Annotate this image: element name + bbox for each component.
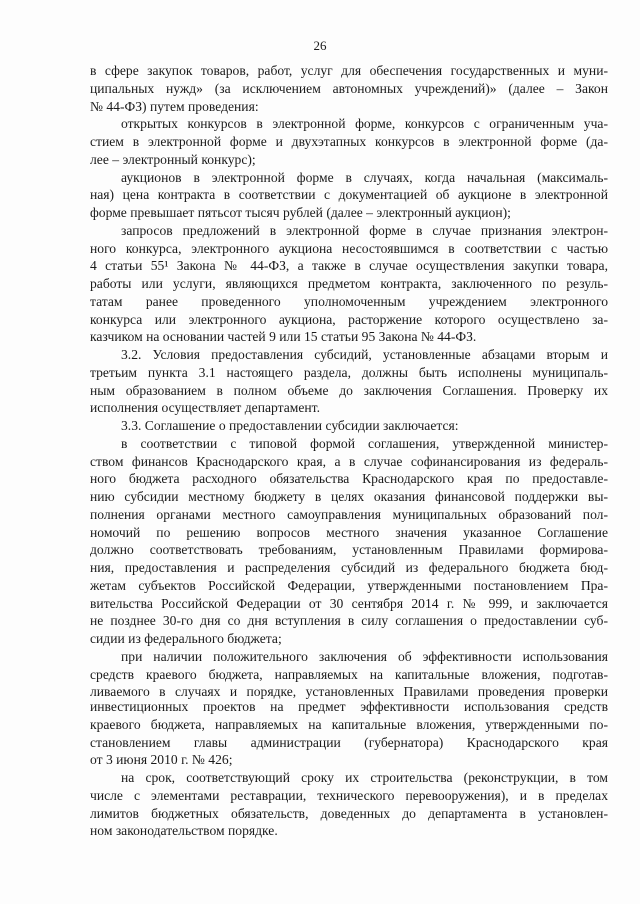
text-line: ством финансов Краснодарского края, а в случае софинансирования из федераль- — [90, 453, 608, 469]
text-line: ном законодательством порядке. — [90, 823, 278, 839]
text-line: от 3 июня 2010 г. № 426; — [90, 752, 233, 768]
text-line: конкурса или электронного аукциона, расторжение которого осуществлено за- — [90, 311, 608, 327]
body-text-bottom — [90, 698, 608, 840]
text-line: казчиком на основании частей 9 или 15 статьи 95 Закона № 44-ФЗ. — [90, 329, 477, 345]
text-line: краевого бюджета, направляемых на капитальные вложения, утвержденными по- — [90, 716, 608, 732]
text-line: полнения органами местного самоуправления муниципальных образований пол- — [90, 506, 608, 522]
text-line: исполнения осуществляет департамент. — [90, 400, 320, 416]
text-line: становлением главы администрации (губернатора) Краснодарского края — [90, 734, 608, 750]
text-line: татам ранее проведенного уполномоченным учреждением электронного — [90, 293, 608, 309]
text-line: работы или услуги, являющихся предметом контракта, заключенного по резуль- — [90, 276, 608, 291]
text-line: вительства Российской Федерации от 30 сентября 2014 г. № 999, и заключается — [90, 595, 608, 611]
text-line: третьим пункта 3.1 настоящего раздела, должны быть исполнены муниципаль- — [90, 364, 608, 380]
text-line: на срок, соответствующий сроку их строительства (реконструкции, в том — [121, 770, 608, 785]
text-line: 3.3. Соглашение о предоставлении субсидии заключается: — [121, 418, 459, 433]
body-text-top — [90, 62, 608, 701]
text-line: инвестиционных проектов на предмет эффективности использования средств — [90, 699, 608, 714]
text-line: № 44-ФЗ) путем проведения: — [90, 98, 259, 114]
text-line: лимитов бюджетных обязательств, доведенных до департамента в установлен- — [90, 805, 608, 821]
text-line: запросов предложений в электронной форме в случае признания электрон- — [121, 222, 608, 238]
page-number: 26 — [313, 38, 327, 53]
text-line: жетам субъектов Российской Федерации, утвержденными постановлением Пра- — [90, 577, 608, 593]
text-line: ния, предоставления и распределения субсидий из федерального бюджета бюд- — [90, 560, 608, 575]
text-line: ливаемого в случаях и порядке, установленных Правилами проведения проверки — [90, 684, 608, 700]
text-line: числе с элементами реставрации, технического перевооружения), и в пределах — [90, 787, 608, 803]
text-line: стием в электронной форме и двухэтапных конкурсов в электронной форме (да- — [90, 134, 608, 149]
text-line: должно соответствовать требованиям, установленным Правилами формирова- — [90, 542, 608, 558]
text-line: номочий по решению вопросов местного значения указанное Соглашение — [90, 524, 608, 540]
text-line: в соответствии с типовой формой соглашения, утвержденной министер- — [121, 435, 608, 451]
text-line: ципальных нужд» (за исключением автономных учреждений)» (далее – Закон — [90, 80, 608, 96]
text-line: не позднее 30-го дня со дня вступления в силу соглашения о предоставлении суб- — [90, 613, 608, 629]
text-line: аукционов в электронной форме в случаях, когда начальная (максималь- — [121, 169, 608, 185]
text-line: ная) цена контракта в соответствии с документацией об аукционе в электронной — [90, 187, 608, 203]
text-line: сидии из федерального бюджета; — [90, 631, 282, 646]
text-line: форме превышает пятьсот тысяч рублей (далее – электронный аукцион); — [90, 205, 511, 220]
text-line: при наличии положительного заключения об эффективности использования — [121, 648, 608, 664]
text-line: нию субсидии местному бюджету в целях оказания финансовой поддержки вы- — [90, 489, 608, 504]
text-line: открытых конкурсов в электронной форме, конкурсов с ограниченным уча- — [121, 116, 608, 132]
text-line: 4 статьи 55¹ Закона № 44-ФЗ, а также в случае осуществления закупки товара, — [90, 258, 608, 274]
text-line: ного бюджета расходного обязательства Краснодарского края по предоставле- — [90, 471, 608, 487]
text-line: ного конкурса, электронного аукциона несостоявшимся в соответствии с частью — [90, 240, 608, 256]
text-line: 3.2. Условия предоставления субсидий, установленные абзацами вторым и — [121, 347, 608, 362]
text-line: средств краевого бюджета, направляемых на капитальные вложения, подготав- — [90, 666, 608, 682]
text-line: в сфере закупок товаров, работ, услуг для обеспечения государственных и муни- — [90, 63, 608, 78]
text-line: лее – электронный конкурс); — [90, 151, 256, 167]
text-line: ным образованием в полном объеме до заключения Соглашения. Проверку их — [90, 382, 608, 398]
